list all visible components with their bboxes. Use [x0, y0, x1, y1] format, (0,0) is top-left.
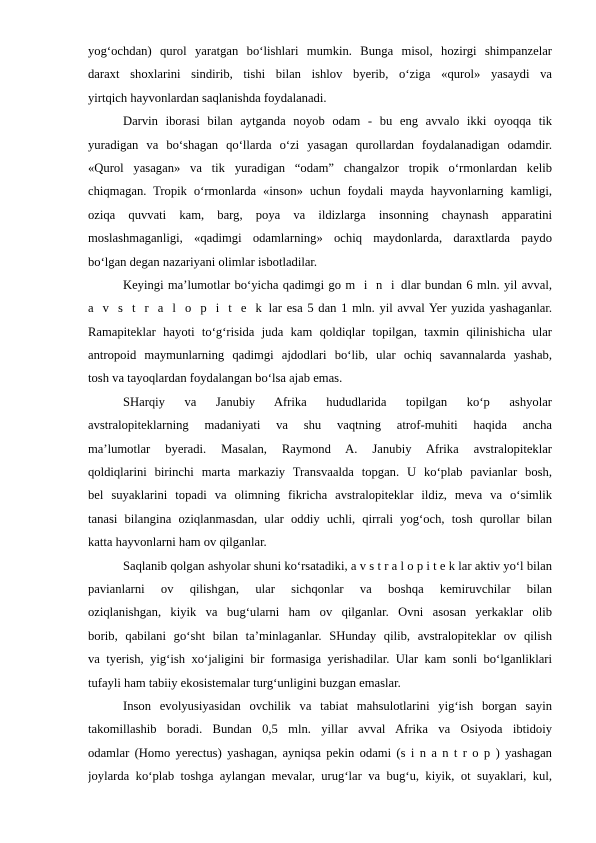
text-line — [88, 555, 552, 578]
text-line: va tyerish, yig‘ish xo‘jaligini bir formasiga yerishadilar. Ular kam sonli bo‘lganliklari — [88, 652, 552, 667]
spaced-term: i n a n t r o p — [410, 745, 491, 760]
document-page — [88, 40, 552, 789]
text-line: Ramapiteklar hayoti to‘g‘risida juda kam qoldiqlar topilgan, taxmin qilinishicha ular — [88, 324, 552, 339]
text-line: bel suyaklarini topadi va olimning fikricha avstralopiteklar ildiz, meva va o‘simlik — [88, 488, 552, 503]
text-run: lar esa 5 dan 1 mln. yil avval Yer yuzida yashaganlar. — [268, 301, 552, 316]
text-line: pavianlarni ov qilishgan, ular sichqonlar va boshqa kemiruvchilar bilan — [88, 581, 552, 596]
spaced-term: m i n i — [345, 277, 397, 292]
text-line: ma’lumotlar byeradi. Masalan, Raymond A. Janubiy Afrika avstralopiteklar — [88, 441, 552, 456]
text-line: tanasi bilangina oziqlanmasdan, ular oddiy uchli, qirrali yog‘och, tosh qurollar bilan — [88, 511, 552, 526]
text-line: yuradigan va bo‘shagan qo‘llarda o‘zi yasagan qurollardan foydalanadigan odamdir. — [88, 137, 552, 152]
text-line: tufayli ham tabiiy ekosistemalar turg‘unligini buzgan emaslar. — [88, 675, 401, 690]
text-run: lar aktiv yo‘l bilan — [458, 558, 552, 573]
text-line: «Qurol yasagan» va tik yuradigan “odam” changalzor tropik o‘rmonlardan kelib — [88, 160, 552, 175]
text-run: dlar bundan 6 mln. yil avval, — [401, 277, 552, 292]
text-line: oziqlanishgan, kiyik va bug‘ularni ham ov qilganlar. Ovni asosan yerkaklar olib — [88, 605, 552, 620]
text-line: antropoid maymunlarning qadimgi ajdodlari bo‘lib, ular ochiq savannalarda yashab, — [88, 348, 552, 363]
text-line: tosh va tayoqlardan foydalangan bo‘lsa ajab emas. — [88, 371, 343, 386]
text-run: ) yashagan — [495, 745, 552, 760]
text-run: odamlar (Homo yerectus) yashagan, ayniqsa pekin odami (s — [88, 745, 406, 760]
text-run: Keyingi ma’lumotlar bo‘yicha qadimgi go — [123, 277, 341, 292]
text-line: chiqmagan. Tropik o‘rmonlarda «inson» uchun foydali mayda hayvonlarning kamligi, — [88, 184, 552, 199]
spaced-term: a v s t r a l o p i t e k — [88, 301, 264, 316]
text-line: bo‘lgan degan nazariyani olimlar isbotladilar. — [88, 254, 318, 269]
text-line — [88, 297, 552, 320]
text-line: SHarqiy va Janubiy Afrika hududlarida topilgan ko‘p ashyolar — [123, 394, 552, 409]
text-line: borib, qabilani go‘sht bilan ta’minlaganlar. SHunday qilib, avstralopiteklar ov qilish — [88, 628, 552, 643]
text-line: oziqa quvvati kam, barg, poya va ildizlarga insonning chaynash apparatini — [88, 207, 552, 222]
text-line: Darvin iborasi bilan aytganda noyob odam - bu eng avvalo ikki oyoqqa tik — [123, 114, 552, 129]
text-line: yog‘ochdan) qurol yaratgan bo‘lishlari mumkin. Bunga misol, hozirgi shimpanzelar — [88, 44, 552, 58]
text-line: moslashmaganligi, «qadimgi odamlarning» ochiq maydonlarda, daraxtlarda paydo — [88, 231, 552, 246]
text-line: avstralopiteklarning madaniyati va shu vaqtning atrof-muhiti haqida ancha — [88, 418, 552, 433]
text-line: joylarda ko‘plab toshga aylangan mevalar, urug‘lar va bug‘u, kiyik, ot suyaklari, kul, — [88, 769, 552, 784]
text-line: qoldiqlarini birinchi marta markaziy Transvaalda topgan. U ko‘plab pavianlar bosh, — [88, 465, 552, 480]
text-line: Inson evolyusiyasidan ovchilik va tabiat mahsulotlarini yig‘ish borgan sayin — [123, 698, 552, 713]
text-run: Saqlanib qolgan ashyolar shuni ko‘rsatadiki, a — [123, 558, 357, 573]
text-line: yirtqich hayvonlardan saqlanishda foydalanadi. — [88, 90, 327, 105]
text-line: daraxt shoxlarini sindirib, tishi bilan ishlov byerib, o‘ziga «qurol» yasaydi va — [88, 67, 552, 82]
text-line: takomillashib boradi. Bundan 0,5 mln. yillar avval Afrika va Osiyoda ibtidoiy — [88, 722, 552, 737]
text-line: katta hayvonlarni ham ov qilganlar. — [88, 535, 267, 550]
spaced-term: v s t r a l o p i t e k — [359, 558, 456, 573]
text-line — [88, 274, 552, 297]
text-line — [88, 742, 552, 765]
